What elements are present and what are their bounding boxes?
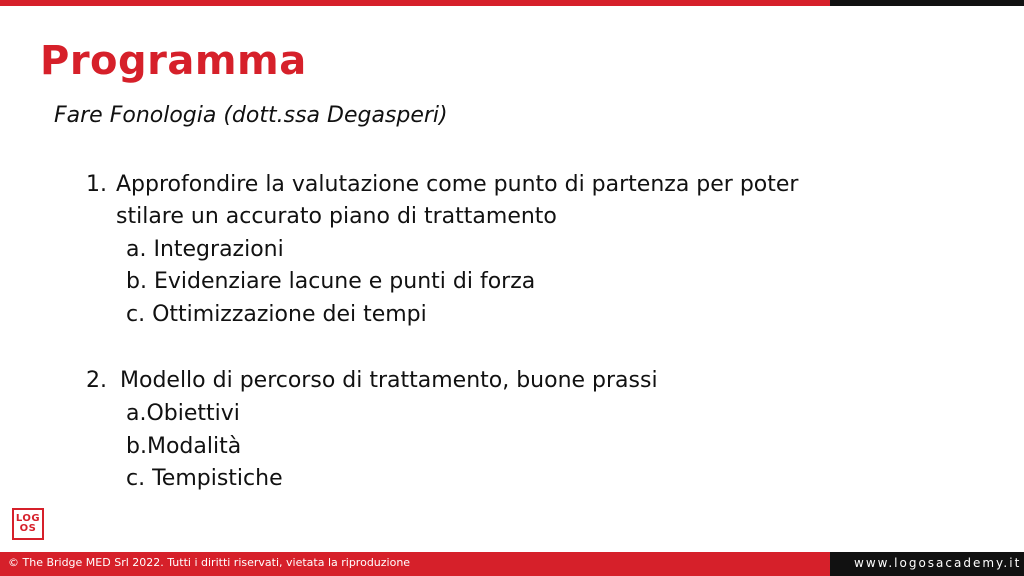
sub-item-1b: b. Evidenziare lacune e punti di forza (126, 269, 536, 294)
list-number-2: 2. (86, 368, 107, 393)
slide-title: Programma (40, 38, 307, 84)
sub-item-2c: c. Tempistiche (126, 466, 283, 491)
sub-item-2a: a.Obiettivi (126, 401, 240, 426)
logo-text-bottom: OS (19, 523, 37, 534)
sub-item-2b: b.Modalità (126, 434, 242, 459)
logos-logo (12, 508, 44, 540)
list-item-2-line1: Modello di percorso di trattamento, buone prassi (120, 368, 658, 393)
list-item-1-line1: Approfondire la valutazione come punto di partenza per poter (116, 172, 799, 197)
slide-subtitle: Fare Fonologia (dott.ssa Degasperi) (54, 103, 448, 128)
list-item-1-line2: stilare un accurato piano di trattamento (116, 204, 557, 229)
sub-item-1a: a. Integrazioni (126, 237, 284, 262)
footer-website: www.logosacademy.it (854, 556, 1022, 570)
top-dark-bar (830, 0, 1024, 6)
logo-text-top: LOG (15, 513, 41, 524)
sub-item-1c: c. Ottimizzazione dei tempi (126, 302, 427, 327)
footer-copyright: © The Bridge MED Srl 2022. Tutti i diritti riservati, vietata la riproduzione (8, 556, 411, 569)
list-number-1: 1. (86, 172, 107, 197)
top-accent-bar (0, 0, 830, 6)
